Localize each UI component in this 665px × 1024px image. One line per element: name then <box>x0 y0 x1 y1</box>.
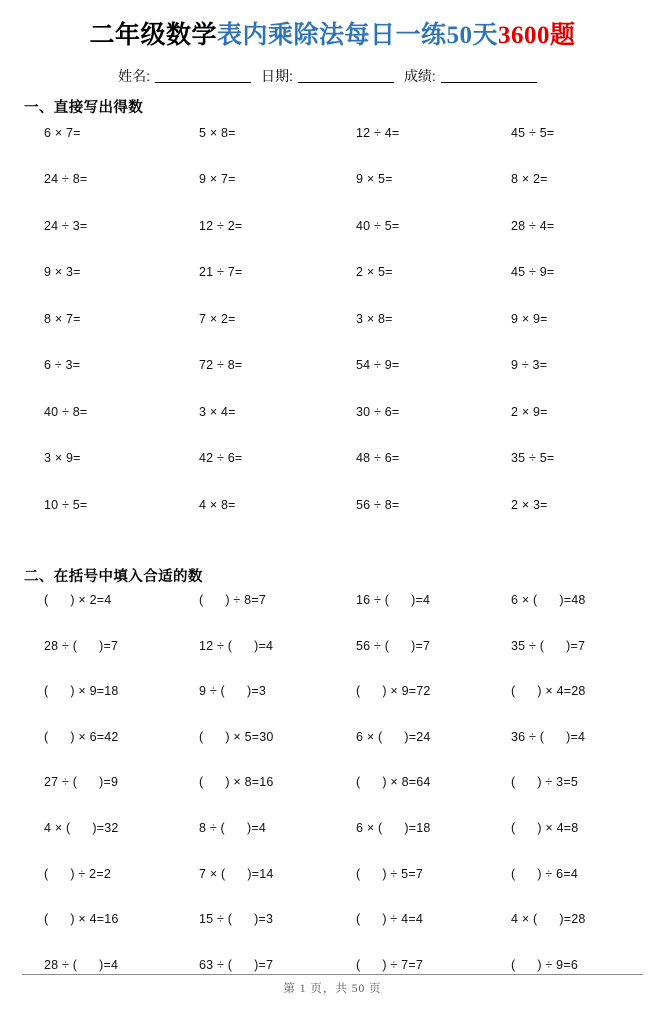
problem-item[interactable]: 35 ÷ ( )=7 <box>511 638 586 653</box>
problem-item[interactable]: ( ) × 4=16 <box>44 912 119 927</box>
problem-item[interactable]: 10 ÷ 5= <box>44 497 88 512</box>
problem-item[interactable]: 48 ÷ 6= <box>356 451 400 465</box>
problem-item[interactable]: 8 × 2= <box>511 172 548 186</box>
problem-item[interactable]: 63 ÷ ( )=7 <box>199 957 274 972</box>
problem-item[interactable]: 40 ÷ 8= <box>44 404 88 419</box>
problem-item[interactable]: 6 × ( )=18 <box>356 820 431 835</box>
problem-item[interactable]: ( ) ÷ 3=5 <box>511 775 578 790</box>
problem-grid-section-1 <box>22 127 643 546</box>
problem-item[interactable]: 42 ÷ 6= <box>199 451 243 465</box>
page-footer <box>22 974 643 996</box>
problem-item[interactable]: 7 × ( )=14 <box>199 866 274 881</box>
problem-item[interactable]: 9 × 3= <box>44 265 81 279</box>
problem-item[interactable]: ( ) × 8=64 <box>356 775 431 790</box>
problem-item[interactable]: ( ) ÷ 7=7 <box>356 957 423 972</box>
problem-item[interactable]: ( ) ÷ 8=7 <box>199 593 266 607</box>
problem-item[interactable]: 12 ÷ 4= <box>356 125 400 140</box>
problem-item[interactable]: 28 ÷ ( )=4 <box>44 957 119 972</box>
problem-item[interactable]: 6 ÷ 3= <box>44 358 81 372</box>
problem-item[interactable]: 3 × 9= <box>44 451 81 465</box>
problem-item[interactable]: 28 ÷ 4= <box>511 218 555 233</box>
problem-item[interactable]: 36 ÷ ( )=4 <box>511 729 586 744</box>
problem-item[interactable]: ( ) ÷ 2=2 <box>44 866 111 881</box>
problem-item[interactable]: 4 × ( )=32 <box>44 820 119 835</box>
title-segment-count: 3600题 <box>498 22 576 49</box>
problem-item[interactable]: ( ) × 2=4 <box>44 593 112 607</box>
problem-item[interactable]: 9 ÷ ( )=3 <box>199 684 266 699</box>
title-segment-grade: 二年级数学 <box>89 22 217 49</box>
problem-item[interactable]: 9 × 5= <box>356 172 393 186</box>
student-info-line <box>22 66 643 86</box>
problem-item[interactable]: 8 ÷ ( )=4 <box>199 820 266 835</box>
problem-item[interactable]: 4 × 8= <box>199 497 236 512</box>
problem-item[interactable]: 27 ÷ ( )=9 <box>44 775 119 790</box>
problem-item[interactable]: 2 × 5= <box>356 265 393 279</box>
problem-item[interactable]: 16 ÷ ( )=4 <box>356 593 431 607</box>
problem-item[interactable]: 2 × 3= <box>511 497 548 512</box>
score-input-blank[interactable] <box>441 69 537 83</box>
problem-item[interactable]: ( ) × 9=18 <box>44 684 119 699</box>
name-input-blank[interactable] <box>155 69 251 83</box>
problem-item[interactable]: ( ) ÷ 9=6 <box>511 957 578 972</box>
problem-item[interactable]: 12 ÷ ( )=4 <box>199 638 274 653</box>
problem-item[interactable]: ( ) × 4=28 <box>511 684 586 699</box>
problem-item[interactable]: 40 ÷ 5= <box>356 218 400 233</box>
problem-item[interactable]: 30 ÷ 6= <box>356 404 400 419</box>
problem-item[interactable]: 21 ÷ 7= <box>199 265 243 279</box>
problem-item[interactable]: 9 ÷ 3= <box>511 358 548 372</box>
problem-item[interactable]: 35 ÷ 5= <box>511 451 555 465</box>
problem-item[interactable]: 54 ÷ 9= <box>356 358 400 372</box>
problem-item[interactable]: ( ) × 6=42 <box>44 729 119 744</box>
problem-item[interactable]: ( ) ÷ 4=4 <box>356 912 423 927</box>
date-label: 日期: <box>261 67 293 84</box>
problem-item[interactable]: ( ) ÷ 5=7 <box>356 866 423 881</box>
section-heading-2: 二、在括号中填入合适的数 <box>24 569 203 585</box>
problem-item[interactable]: 28 ÷ ( )=7 <box>44 638 119 653</box>
problem-item[interactable]: 3 × 4= <box>199 404 236 419</box>
problem-item[interactable]: 9 × 7= <box>199 172 236 186</box>
problem-item[interactable]: 56 ÷ ( )=7 <box>356 638 431 653</box>
problem-item[interactable]: ( ) × 5=30 <box>199 729 274 744</box>
problem-grid-section-2 <box>22 594 643 1004</box>
problem-item[interactable]: 6 × ( )=48 <box>511 593 586 607</box>
problem-item[interactable]: 12 ÷ 2= <box>199 218 243 233</box>
problem-item[interactable]: 8 × 7= <box>44 311 81 326</box>
problem-item[interactable]: 24 ÷ 3= <box>44 218 88 233</box>
problem-item[interactable]: 6 × 7= <box>44 125 81 140</box>
problem-item[interactable]: 7 × 2= <box>199 311 236 326</box>
problem-item[interactable]: 5 × 8= <box>199 125 236 140</box>
problem-item[interactable]: 15 ÷ ( )=3 <box>199 912 274 927</box>
problem-item[interactable]: 2 × 9= <box>511 404 548 419</box>
date-input-blank[interactable] <box>298 69 394 83</box>
problem-item[interactable]: ( ) × 9=72 <box>356 684 431 699</box>
problem-item[interactable]: 4 × ( )=28 <box>511 912 586 927</box>
score-label: 成绩: <box>403 67 436 84</box>
problem-item[interactable]: 3 × 8= <box>356 311 393 326</box>
problem-item[interactable]: 24 ÷ 8= <box>44 172 88 186</box>
problem-item[interactable]: 6 × ( )=24 <box>356 729 431 744</box>
problem-item[interactable]: 9 × 9= <box>511 311 548 326</box>
page-indicator: 第 1 页，共 50 页 <box>283 983 382 995</box>
problem-item[interactable]: ( ) × 8=16 <box>199 775 274 790</box>
problem-item[interactable]: ( ) × 4=8 <box>511 820 579 835</box>
name-label: 姓名: <box>118 67 151 84</box>
problem-item[interactable]: ( ) ÷ 6=4 <box>511 866 578 881</box>
problem-item[interactable]: 45 ÷ 9= <box>511 265 555 279</box>
problem-item[interactable]: 56 ÷ 8= <box>356 497 400 512</box>
problem-item[interactable]: 45 ÷ 5= <box>511 125 555 140</box>
problem-item[interactable]: 72 ÷ 8= <box>199 358 243 372</box>
title-segment-topic: 表内乘除法每日一练50天 <box>216 22 498 49</box>
page-title <box>22 0 643 50</box>
section-heading-1: 一、直接写出得数 <box>24 99 144 116</box>
